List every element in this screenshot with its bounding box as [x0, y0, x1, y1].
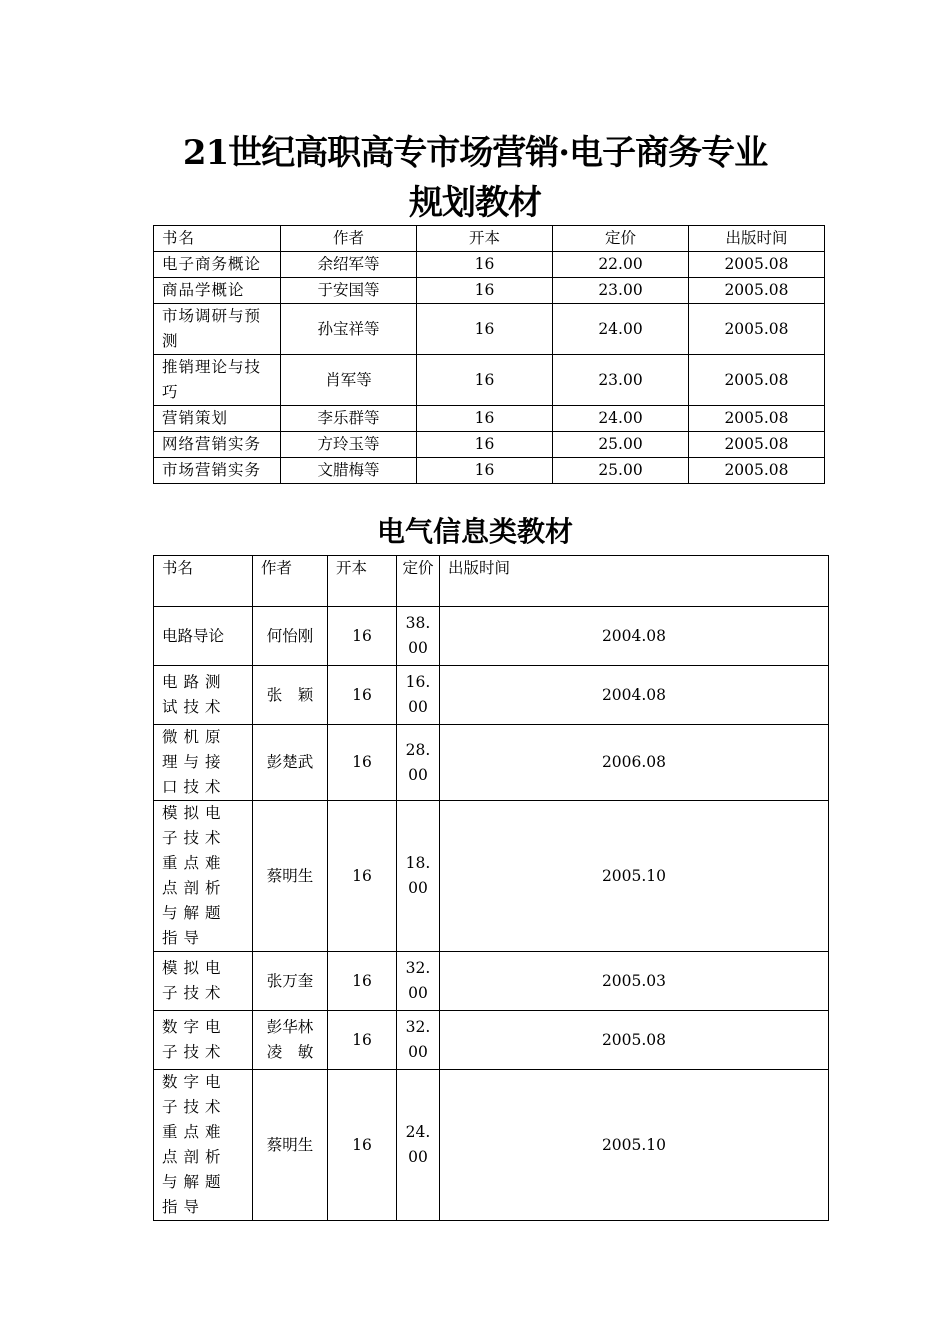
table-row [154, 432, 825, 458]
section1-title-line2: 规划教材 [409, 183, 541, 223]
format-cell: 16 [328, 801, 397, 952]
header-cell: 定价 [553, 226, 689, 252]
price-cell: 24.00 [553, 304, 689, 355]
author-cell: 张万奎 [253, 952, 328, 1011]
format-cell: 16 [417, 304, 553, 355]
date-cell: 2005.08 [440, 1011, 829, 1070]
book-title-cell: 营销策划 [154, 406, 281, 432]
table-row [154, 725, 829, 801]
table-row [154, 952, 829, 1011]
price-cell: 28.00 [397, 725, 440, 801]
price-cell: 16.00 [397, 666, 440, 725]
book-title-cell: 微机原理与接口技术 [154, 725, 253, 801]
date-cell: 2005.03 [440, 952, 829, 1011]
date-cell: 2005.08 [689, 406, 825, 432]
book-title-cell: 商品学概论 [154, 278, 281, 304]
header-cell: 作者 [253, 556, 328, 607]
format-cell: 16 [417, 432, 553, 458]
book-title-cell: 推销理论与技巧 [154, 355, 281, 406]
author-cell: 张 颖 [253, 666, 328, 725]
author-cell: 彭华林 凌 敏 [253, 1011, 328, 1070]
section1-title-line1: 21世纪高职高专市场营销·电子商务专业 [182, 133, 768, 173]
book-title-cell: 电路导论 [154, 607, 253, 666]
author-cell: 蔡明生 [253, 801, 328, 952]
table-row [154, 1070, 829, 1221]
header-cell: 出版时间 [689, 226, 825, 252]
price-cell: 18.00 [397, 801, 440, 952]
format-cell: 16 [417, 278, 553, 304]
marketing-books-table [153, 225, 825, 484]
table-row [154, 406, 825, 432]
format-cell: 16 [417, 252, 553, 278]
book-title-cell: 网络营销实务 [154, 432, 281, 458]
table-header-row [154, 556, 829, 607]
table-row [154, 1011, 829, 1070]
date-cell: 2005.08 [689, 252, 825, 278]
price-cell: 25.00 [553, 432, 689, 458]
author-cell: 何怡刚 [253, 607, 328, 666]
date-cell: 2004.08 [440, 666, 829, 725]
author-cell: 彭楚武 [253, 725, 328, 801]
date-cell: 2005.10 [440, 801, 829, 952]
book-title-cell: 模拟电子技术重点难点剖析与解题指导 [154, 801, 253, 952]
table-row [154, 355, 825, 406]
header-cell: 出版时间 [440, 556, 829, 607]
author-cell: 孙宝祥等 [281, 304, 417, 355]
author-cell: 方玲玉等 [281, 432, 417, 458]
author-cell: 余绍军等 [281, 252, 417, 278]
format-cell: 16 [328, 952, 397, 1011]
author-cell: 肖军等 [281, 355, 417, 406]
header-cell: 开本 [328, 556, 397, 607]
header-cell: 作者 [281, 226, 417, 252]
book-title-cell: 市场调研与预测 [154, 304, 281, 355]
format-cell: 16 [417, 355, 553, 406]
book-title-cell: 数字电子技术重点难点剖析与解题指导 [154, 1070, 253, 1221]
author-cell: 蔡明生 [253, 1070, 328, 1221]
header-cell: 书名 [154, 226, 281, 252]
price-cell: 32.00 [397, 952, 440, 1011]
author-cell: 于安国等 [281, 278, 417, 304]
format-cell: 16 [417, 458, 553, 484]
table-row [154, 458, 825, 484]
price-cell: 24.00 [397, 1070, 440, 1221]
book-title-cell: 模拟电子技术 [154, 952, 253, 1011]
format-cell: 16 [328, 666, 397, 725]
format-cell: 16 [328, 1011, 397, 1070]
date-cell: 2005.10 [440, 1070, 829, 1221]
header-cell: 书名 [154, 556, 253, 607]
table-row [154, 252, 825, 278]
date-cell: 2006.08 [440, 725, 829, 801]
date-cell: 2005.08 [689, 355, 825, 406]
book-title-cell: 电路测试技术 [154, 666, 253, 725]
date-cell: 2005.08 [689, 458, 825, 484]
format-cell: 16 [417, 406, 553, 432]
price-cell: 23.00 [553, 278, 689, 304]
table-header-row [154, 226, 825, 252]
table-row [154, 304, 825, 355]
section2-title: 电气信息类教材 [376, 515, 573, 548]
price-cell: 38.00 [397, 607, 440, 666]
book-title-cell: 数字电子技术 [154, 1011, 253, 1070]
price-cell: 24.00 [553, 406, 689, 432]
table-row [154, 607, 829, 666]
book-title-cell: 电子商务概论 [154, 252, 281, 278]
price-cell: 25.00 [553, 458, 689, 484]
date-cell: 2005.08 [689, 432, 825, 458]
table-row [154, 278, 825, 304]
format-cell: 16 [328, 725, 397, 801]
price-cell: 23.00 [553, 355, 689, 406]
format-cell: 16 [328, 607, 397, 666]
author-cell: 文腊梅等 [281, 458, 417, 484]
date-cell: 2005.08 [689, 278, 825, 304]
header-cell: 开本 [417, 226, 553, 252]
electrical-books-table [153, 555, 829, 1221]
price-cell: 22.00 [553, 252, 689, 278]
author-cell: 李乐群等 [281, 406, 417, 432]
date-cell: 2005.08 [689, 304, 825, 355]
date-cell: 2004.08 [440, 607, 829, 666]
section1-title [0, 128, 950, 228]
table-row [154, 801, 829, 952]
table-row [154, 666, 829, 725]
header-cell: 定价 [397, 556, 440, 607]
price-cell: 32.00 [397, 1011, 440, 1070]
format-cell: 16 [328, 1070, 397, 1221]
book-title-cell: 市场营销实务 [154, 458, 281, 484]
